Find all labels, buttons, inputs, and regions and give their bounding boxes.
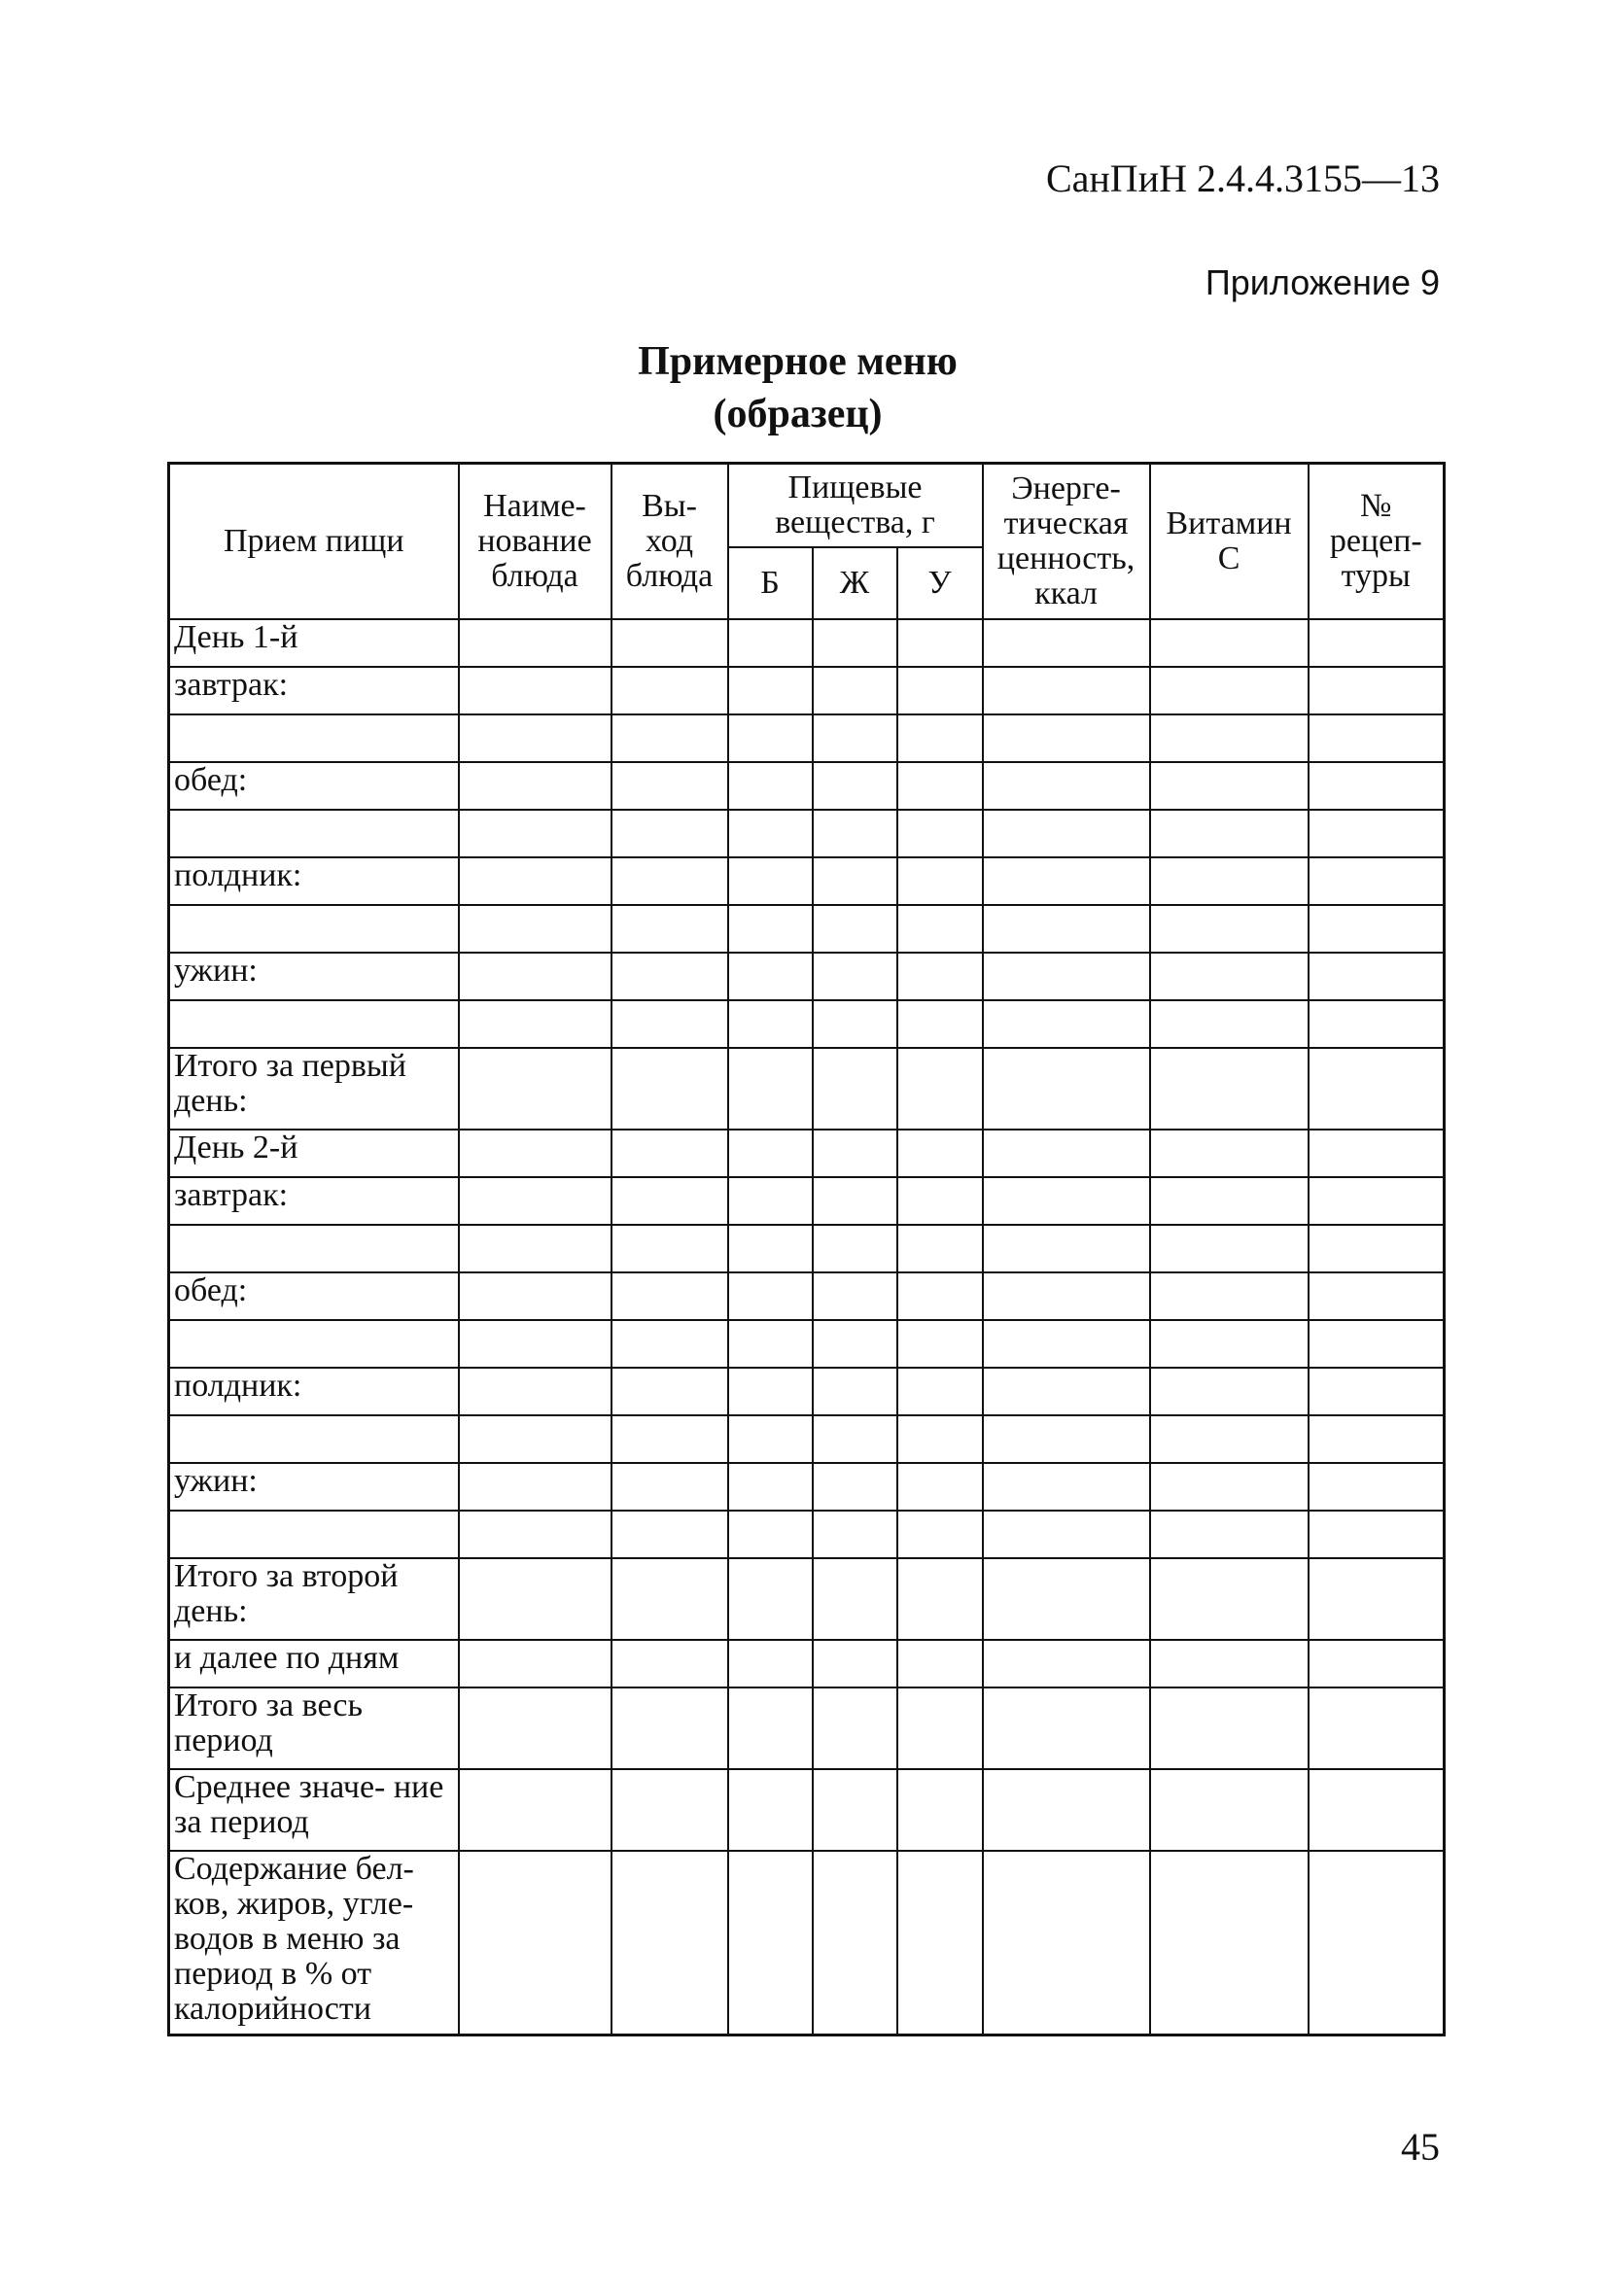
row-label: обед: bbox=[169, 1272, 459, 1320]
header-meal: Прием пищи bbox=[169, 464, 459, 619]
row-label: День 1-й bbox=[169, 619, 459, 667]
table-row bbox=[169, 762, 1445, 810]
table-row bbox=[169, 1000, 1445, 1048]
title-line-1: Примерное меню bbox=[638, 339, 958, 384]
table-row bbox=[169, 1769, 1445, 1851]
row-label: ужин: bbox=[169, 953, 459, 1000]
table-row bbox=[169, 1558, 1445, 1640]
row-label bbox=[169, 1415, 459, 1463]
document-code: СанПиН 2.4.4.3155—13 bbox=[1045, 157, 1440, 200]
row-label bbox=[169, 1225, 459, 1272]
table-row bbox=[169, 810, 1445, 857]
header-recipe-number: № рецеп- туры bbox=[1309, 464, 1445, 619]
row-label: и далее по дням bbox=[169, 1640, 459, 1687]
row-label: Итого за весь период bbox=[169, 1687, 459, 1769]
row-label: завтрак: bbox=[169, 667, 459, 714]
header-nutrients: Пищевые вещества, г bbox=[728, 464, 983, 547]
header-carbs: У bbox=[897, 547, 983, 619]
table-row bbox=[169, 619, 1445, 667]
header-yield: Вы- ход блюда bbox=[611, 464, 728, 619]
row-label: День 2-й bbox=[169, 1130, 459, 1177]
row-label bbox=[169, 905, 459, 953]
row-label: Содержание бел- ков, жиров, угле- водов в меню за период в % от калорийности bbox=[169, 1851, 459, 2035]
header-vitamin-c: Витамин С bbox=[1150, 464, 1309, 619]
table-row bbox=[169, 1320, 1445, 1368]
table-row bbox=[169, 667, 1445, 714]
table-row bbox=[169, 905, 1445, 953]
row-label: Итого за первый день: bbox=[169, 1048, 459, 1130]
page-number: 45 bbox=[1401, 2125, 1440, 2169]
header-proteins: Б bbox=[728, 547, 813, 619]
row-label bbox=[169, 810, 459, 857]
row-label: обед: bbox=[169, 762, 459, 810]
row-label: завтрак: bbox=[169, 1177, 459, 1225]
header-dish-name: Наиме- нование блюда bbox=[459, 464, 611, 619]
row-label: Среднее значе- ние за период bbox=[169, 1769, 459, 1851]
title-line-2: (образец) bbox=[713, 392, 883, 436]
table-row bbox=[169, 1851, 1445, 2035]
row-label bbox=[169, 1511, 459, 1558]
row-label: Итого за второй день: bbox=[169, 1558, 459, 1640]
table-row bbox=[169, 1048, 1445, 1130]
table-row bbox=[169, 1640, 1445, 1687]
appendix-label: Приложение 9 bbox=[1205, 262, 1440, 302]
table-row bbox=[169, 1272, 1445, 1320]
row-label: ужин: bbox=[169, 1463, 459, 1511]
table-row bbox=[169, 857, 1445, 905]
table-row bbox=[169, 1368, 1445, 1415]
table-row bbox=[169, 1511, 1445, 1558]
header-fats: Ж bbox=[813, 547, 897, 619]
row-label bbox=[169, 1000, 459, 1048]
page-title bbox=[0, 335, 1607, 440]
row-label bbox=[169, 714, 459, 762]
table-row bbox=[169, 1415, 1445, 1463]
row-label: полдник: bbox=[169, 1368, 459, 1415]
table-row bbox=[169, 1687, 1445, 1769]
row-label bbox=[169, 1320, 459, 1368]
table-row bbox=[169, 1225, 1445, 1272]
row-label: полдник: bbox=[169, 857, 459, 905]
header-energy: Энерге- тическая ценность, ккал bbox=[983, 464, 1150, 619]
menu-table bbox=[167, 462, 1446, 2036]
table-row bbox=[169, 1130, 1445, 1177]
table-row bbox=[169, 953, 1445, 1000]
table-row bbox=[169, 1463, 1445, 1511]
table-row bbox=[169, 1177, 1445, 1225]
table-row bbox=[169, 714, 1445, 762]
